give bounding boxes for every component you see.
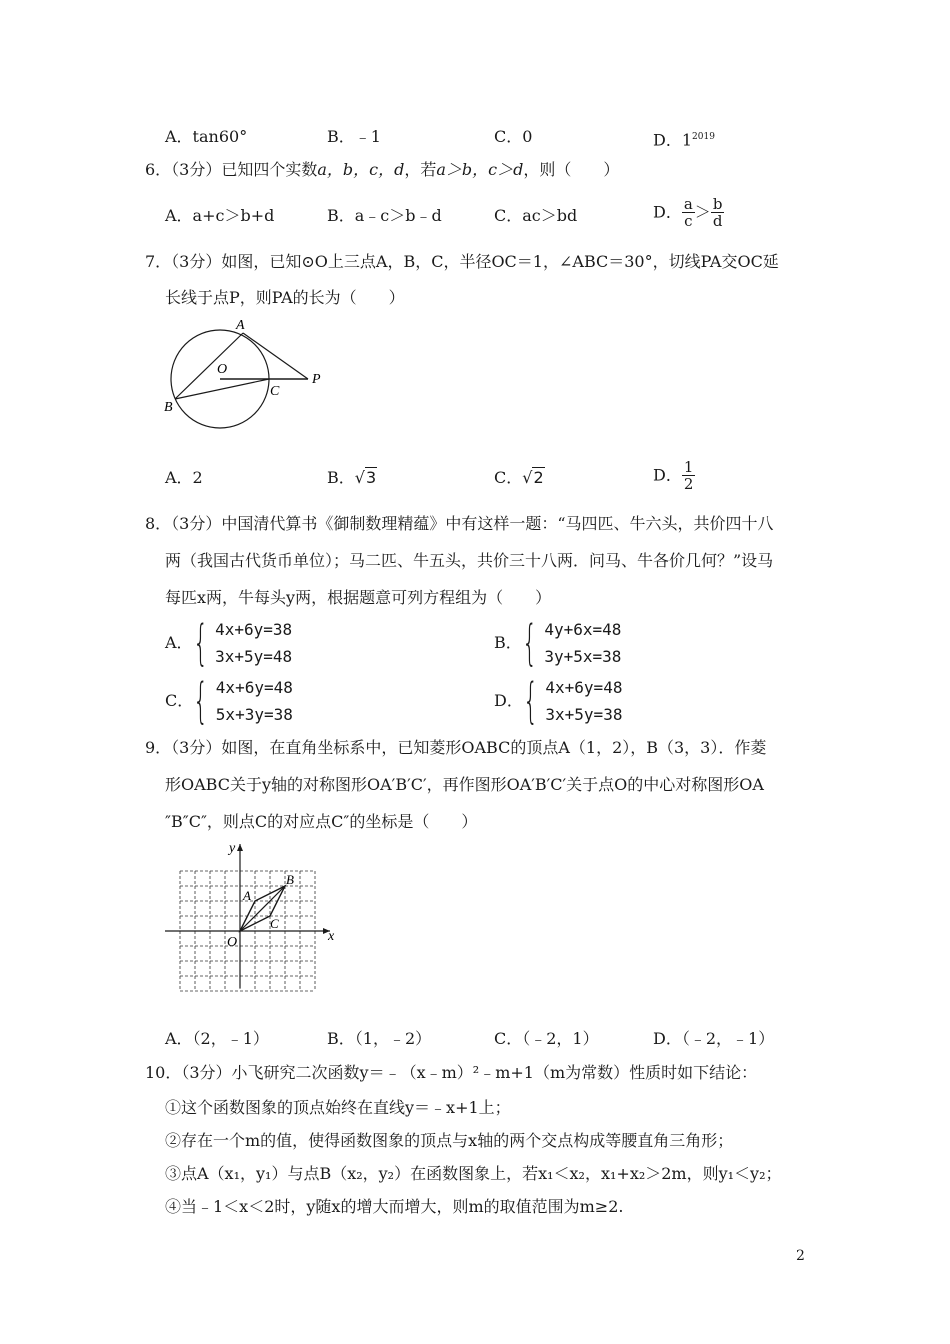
chord-bc <box>175 379 269 399</box>
q7-circle-figure <box>160 315 340 435</box>
brace-icon: { <box>522 673 539 729</box>
q7-frac-den: 2 <box>683 475 694 493</box>
q8-option-d-label: D． <box>494 691 523 710</box>
q7-option-c <box>494 468 545 488</box>
sqrt-symbol: √2 <box>522 468 544 487</box>
q9-coordinate-figure <box>160 838 345 998</box>
q7-option-c-label: C． <box>494 468 523 487</box>
q7-frac-num: 1 <box>683 458 694 476</box>
q5-option-d-base: D．1 <box>653 130 693 150</box>
y-axis-arrow-icon <box>237 844 243 851</box>
q10-statement-1: ①这个函数图象的顶点始终在直线y＝﹣x+1上； <box>165 1098 511 1117</box>
q8-line-3: 每匹x两，牛每头y两，根据题意可列方程组为（ ） <box>165 588 552 607</box>
q9-option-a: A．（2，﹣1） <box>165 1029 269 1048</box>
q8-option-a <box>165 616 292 670</box>
q6-stem <box>145 160 619 180</box>
q10-line-1: 10．（3分）小飞研究二次函数y＝﹣（x﹣m）²﹣m+1（m为常数）性质时如下结论： <box>145 1063 758 1082</box>
q9-line-2: 形OABC关于y轴的对称图形OA′B′C′，再作图形OA′B′C′关于点O的中心对称图形OA <box>165 775 764 794</box>
q8-option-c-label: C． <box>165 691 194 710</box>
q10-statement-4: ④当﹣1＜x＜2时，y随x的增大而增大，则m的取值范围为m≥2. <box>165 1197 624 1216</box>
q8-option-b <box>494 616 621 670</box>
q7-line-1: 7．（3分）如图，已知⊙O上三点A，B，C，半径OC＝1，∠ABC＝30°，切线PA交OC延 <box>145 252 779 271</box>
q8-d-equation-2: 3x+5y=38 <box>545 705 623 724</box>
q7-option-a: A．2 <box>165 468 203 487</box>
q7-option-d <box>653 459 695 492</box>
q8-line-1: 8．（3分）中国清代算书《御制数理精蕴》中有这样一题：“马四匹、牛六头，共价四十八 <box>145 514 774 533</box>
q6-fraction-a-over-c <box>682 196 695 229</box>
q6-frac1-num: a <box>683 195 693 213</box>
q6-stem-mid: ，若 <box>404 160 437 179</box>
label-b: B <box>286 872 294 887</box>
q7-fraction-one-half <box>682 459 696 492</box>
q6-gt-sign: ＞ <box>694 202 711 222</box>
q6-option-d-label: D． <box>653 202 682 222</box>
q8-a-equation-1: 4x+6y=38 <box>215 620 293 639</box>
q6-option-d <box>653 196 724 229</box>
q8-line-2: 两（我国古代货币单位）；马二匹、牛五头，共价三十八两．问马、牛各价几何？”设马 <box>165 551 774 570</box>
tangent-pa <box>243 333 308 379</box>
q8-option-d <box>494 674 622 728</box>
q5-option-d-exponent: 2019 <box>692 132 715 142</box>
label-p: P <box>312 372 321 387</box>
q6-frac2-den: d <box>712 212 723 230</box>
q6-option-a: A．a+c＞b+d <box>165 206 275 225</box>
q8-option-c <box>165 674 293 728</box>
label-c: C <box>270 916 279 931</box>
q6-stem-vars: a，b，c，d <box>317 160 405 179</box>
q5-option-a: A．tan60° <box>165 127 248 146</box>
q6-option-b: B．a﹣c＞b﹣d <box>327 206 442 225</box>
q8-c-equation-1: 4x+6y=48 <box>215 678 293 697</box>
sqrt-symbol: √3 <box>354 468 377 487</box>
q8-option-b-label: B． <box>494 633 522 652</box>
q5-option-c: C．0 <box>494 127 533 146</box>
q9-option-d: D．（﹣2，﹣1） <box>653 1029 775 1048</box>
q8-d-equation-1: 4x+6y=48 <box>545 678 623 697</box>
q6-frac2-num: b <box>712 195 723 213</box>
page-number: 2 <box>796 1248 805 1264</box>
q7-option-b <box>327 468 377 488</box>
label-a: A <box>236 318 245 333</box>
q7-option-b-radicand: 3 <box>365 468 377 487</box>
q8-c-equation-2: 5x+3y=38 <box>215 705 293 724</box>
q7-option-d-label: D． <box>653 465 682 485</box>
q5-option-b: B．﹣1 <box>327 127 381 146</box>
brace-icon: { <box>192 615 208 671</box>
label-origin: O <box>227 935 238 950</box>
chord-ba <box>175 333 243 399</box>
q6-stem-cond: a＞b，c＞d <box>436 160 524 179</box>
q7-line-2: 长线于点P，则PA的长为（ ） <box>165 288 405 307</box>
q6-stem-end: ，则（ ） <box>523 160 620 179</box>
q6-stem-text: 6．（3分）已知四个实数 <box>145 160 318 179</box>
label-x: x <box>328 929 335 944</box>
q9-option-c: C．（﹣2，1） <box>494 1029 599 1048</box>
brace-icon: { <box>193 673 209 729</box>
q7-option-c-radicand: 2 <box>533 468 544 487</box>
brace-icon: { <box>521 615 538 671</box>
q10-statement-2: ②存在一个m的值，使得函数图象的顶点与x轴的两个交点构成等腰直角三角形； <box>165 1131 734 1150</box>
q9-option-b: B．（1，﹣2） <box>327 1029 432 1048</box>
q9-line-3: ″B″C″，则点C的对应点C″的坐标是（ ） <box>165 812 478 831</box>
q9-line-1: 9．（3分）如图，在直角坐标系中，已知菱形OABC的顶点A（1，2），B（3，3）．作菱 <box>145 738 767 757</box>
q6-frac1-den: c <box>684 212 693 230</box>
q6-option-c: C．ac＞bd <box>494 206 578 225</box>
q6-fraction-b-over-d <box>711 196 725 229</box>
label-y: y <box>229 841 236 856</box>
label-b: B <box>164 400 173 415</box>
q10-statement-3: ③点A（x₁，y₁）与点B（x₂，y₂）在函数图象上，若x₁＜x₂，x₁+x₂＞2m，则y₁＜y₂； <box>165 1164 782 1183</box>
q8-b-equation-1: 4y+6x=48 <box>544 620 622 639</box>
q8-a-equation-2: 3x+5y=48 <box>215 647 293 666</box>
q7-option-b-label: B． <box>327 468 355 487</box>
q8-option-a-label: A． <box>165 633 193 652</box>
q5-option-d <box>653 127 715 150</box>
label-c: C <box>270 384 280 399</box>
label-o: O <box>217 362 228 377</box>
label-a: A <box>243 888 251 903</box>
q8-b-equation-2: 3y+5x=38 <box>544 647 622 666</box>
